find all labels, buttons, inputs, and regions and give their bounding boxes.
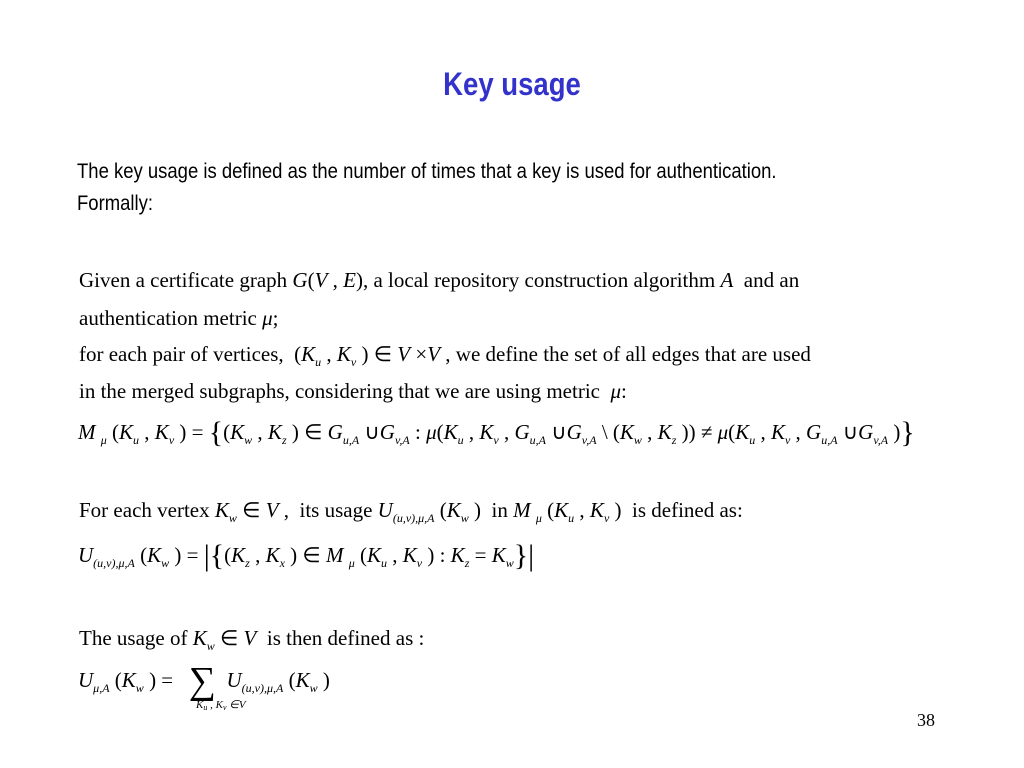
intro-line-2: Formally: — [77, 192, 153, 215]
formula-total: $U_{\mu,A}$ ($K_w$ ) = ∑ $U_{(u,v),\mu,A}$ ($K_w$ ) — [78, 660, 330, 702]
usage-line-1: For each vertex $K_w$ ∈ V , its usage $U_{(u,v),\mu,A}$ ($K_w$ ) in M $_\mu$ ($K_u$ , $K_v$ ) is defined as: — [79, 498, 743, 525]
summation-symbol: ∑ — [188, 660, 216, 702]
definition-line-4: in the merged subgraphs, considering that we are using metric μ: — [79, 379, 627, 403]
definition-line-3: for each pair of vertices, ($K_u$ , $K_v$ ) ∈ V ×V , we define the set of all edges that are used — [79, 342, 811, 369]
summation-subscript: $K_u$ , $K_v$ ∈V — [196, 699, 246, 712]
intro-line-1: The key usage is defined as the number of times that a key is used for authentication. — [77, 160, 777, 183]
page-number: 38 — [917, 710, 935, 730]
definition-line-2: authentication metric μ; — [79, 306, 279, 330]
formula-U: $U_{(u,v),\mu,A}$ ($K_w$ ) = $|\{(K_z$ , $K_x$ ) ∈ M $_\mu$ ($K_u$ , $K_v$ ) : $K_z = K_w\}|$ — [78, 539, 535, 572]
formula-M: M $_\mu$ ($K_u$ , $K_v$ ) = {($K_w$ , $K_z$ ) ∈ $G_{u,A}$ $\cup G_{v,A}$ : $\mu(K_u$ , $K_v$ , $G_{u,A}$ $\cup G_{v,A}$ \ ($K_w$ , $K_z$ )) ≠ $\mu(K_u$ , $K_v$ , $G_{u,A}$ $\cup G_{v,A}$ )} — [78, 416, 915, 449]
slide-title: Key usage — [443, 66, 581, 102]
definition-line-1: Given a certificate graph G(V , E), a local repository construction algorithm A and an — [79, 268, 800, 292]
total-line-1: The usage of $K_w$ ∈ V is then defined as : — [79, 626, 425, 653]
